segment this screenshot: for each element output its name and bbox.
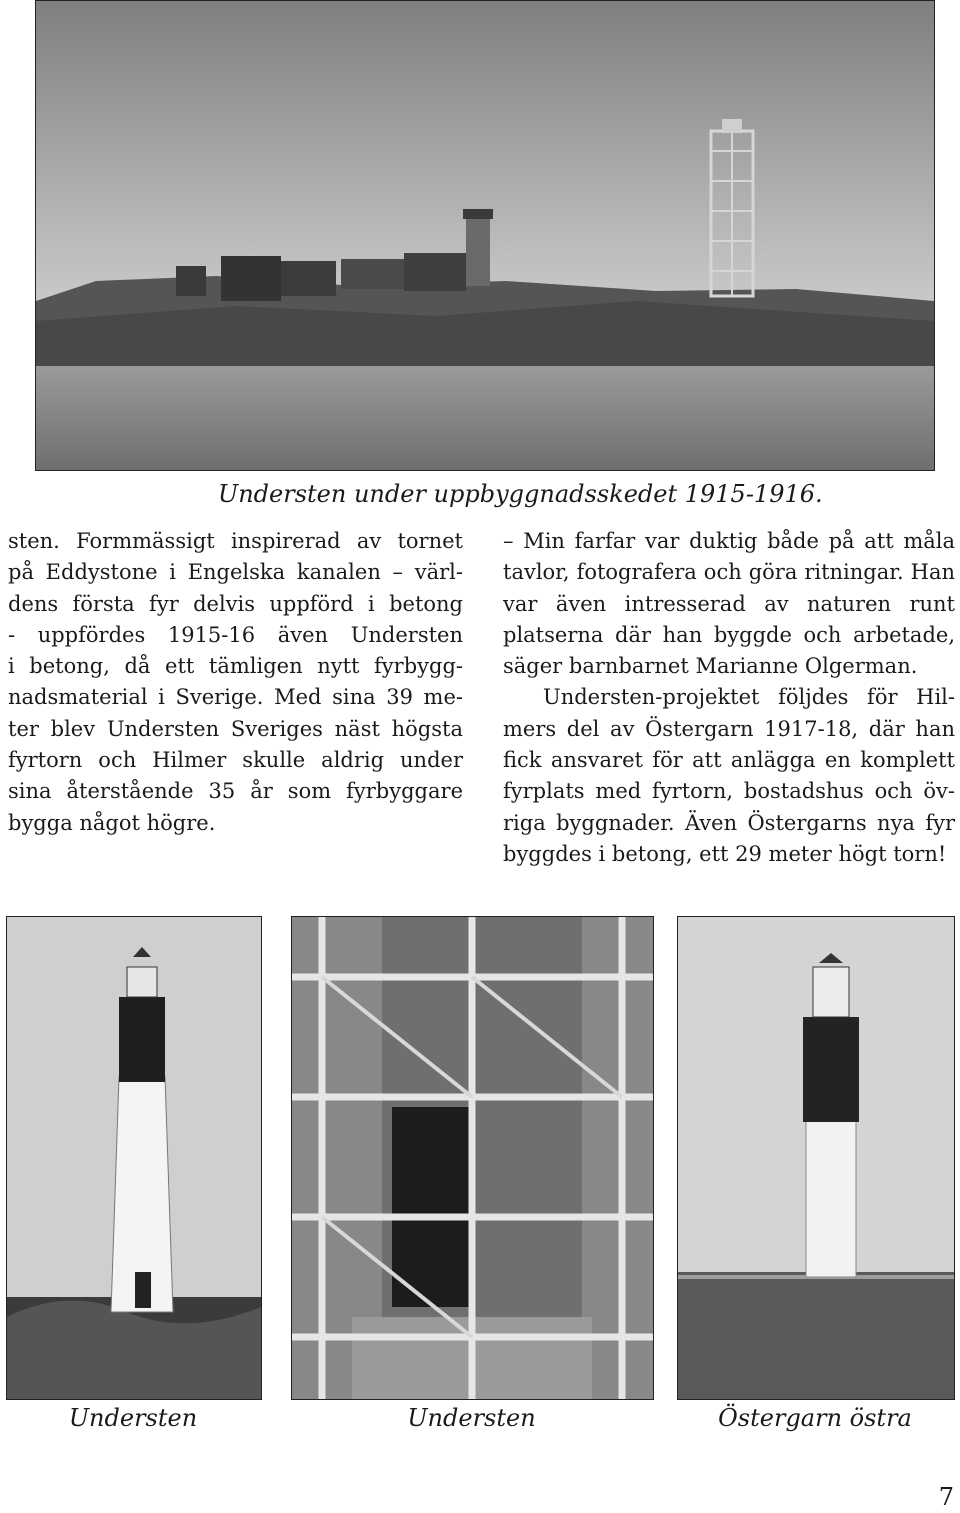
bottom-caption-1: Understen bbox=[68, 1404, 198, 1432]
text-line: sten. Formmässigt inspirerad av tornet bbox=[8, 529, 463, 553]
top-photo-caption: Understen under uppbyggnadsskedet 1915-1916. bbox=[218, 480, 823, 508]
text-line: - uppfördes 1915-16 även Understen bbox=[8, 622, 463, 647]
text-line: platserna där han byggde och arbetade, bbox=[503, 622, 955, 647]
text-line: i betong, då ett tämligen nytt fyrbygg- bbox=[8, 654, 463, 679]
text-line: bygga något högre. bbox=[8, 810, 216, 835]
paragraph-quote bbox=[503, 526, 955, 682]
text-line: mers del av Östergarn 1917-18, där han bbox=[503, 716, 955, 741]
text-line: sina återstående 35 år som fyrbyggare bbox=[8, 779, 463, 804]
text-line: dens första fyr delvis uppförd i betong bbox=[8, 591, 463, 616]
photo-understen-lighthouse bbox=[6, 916, 262, 1400]
photo-understen-construction bbox=[35, 0, 935, 471]
text-line: ter blev Understen Sveriges näst högsta bbox=[8, 716, 463, 741]
photo-understen-scaffolding bbox=[291, 916, 654, 1400]
bottom-caption-2: Understen bbox=[407, 1404, 536, 1432]
left-text-column bbox=[8, 526, 463, 839]
text-line: byggdes i betong, ett 29 meter högt torn! bbox=[503, 841, 947, 866]
text-line: säger barnbarnet Marianne Olgerman. bbox=[503, 654, 918, 679]
text-line: på Eddystone i Engelska kanalen – värl- bbox=[8, 560, 463, 585]
text-line: fyrtorn och Hilmer skulle aldrig under bbox=[8, 748, 463, 773]
right-text-column bbox=[503, 526, 955, 870]
text-line: – Min farfar var duktig både på att måla bbox=[503, 529, 955, 553]
text-line: Understen-projektet följdes för Hil- bbox=[543, 685, 955, 710]
text-line: nadsmaterial i Sverige. Med sina 39 me- bbox=[8, 685, 463, 710]
bottom-caption-3: Östergarn östra bbox=[718, 1404, 912, 1432]
text-line: var även intresserad av naturen runt bbox=[503, 591, 955, 616]
text-line: fyrplats med fyrtorn, bostadshus och öv- bbox=[503, 779, 955, 804]
photo-ostergarn-lighthouse bbox=[677, 916, 955, 1400]
text-line: riga byggnader. Även Östergarns nya fyr bbox=[503, 810, 955, 835]
page-number: 7 bbox=[938, 1483, 954, 1511]
text-line: tavlor, fotografera och göra ritningar. Han bbox=[503, 560, 955, 585]
paragraph-ostergarn bbox=[503, 682, 955, 870]
text-line: fick ansvaret för att anlägga en komplett bbox=[503, 748, 955, 773]
